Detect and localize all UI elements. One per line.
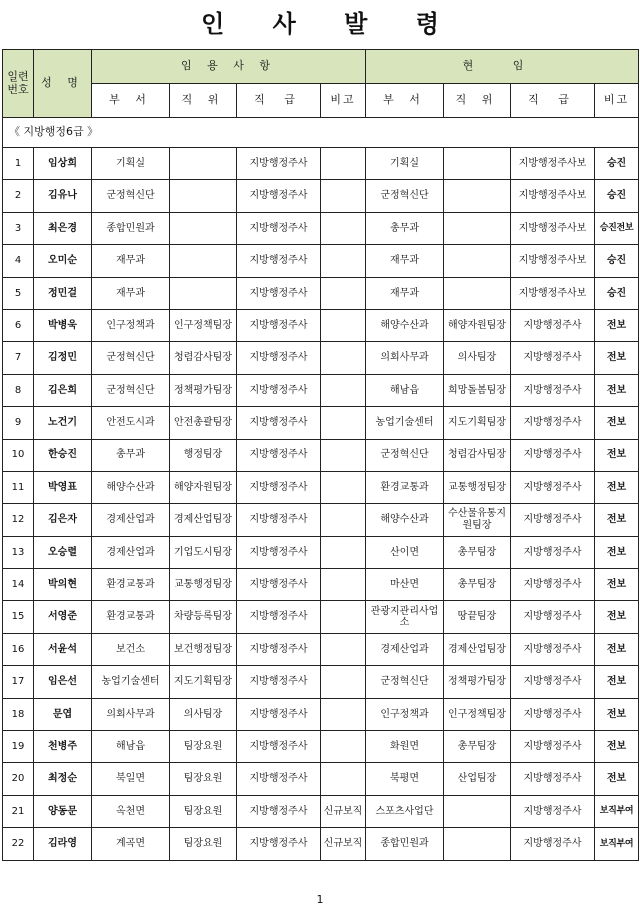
appoint-position-cell <box>170 180 237 212</box>
remark-cell: 전보 <box>595 374 639 406</box>
appoint-grade-cell: 지방행정주사 <box>237 180 321 212</box>
appoint-grade-cell: 지방행정주사 <box>237 795 321 827</box>
current-position-cell: 인구정책팀장 <box>444 698 511 730</box>
header-current-position: 직 위 <box>444 84 511 118</box>
appoint-position-cell: 안전총괄팀장 <box>170 407 237 439</box>
appoint-position-cell <box>170 277 237 309</box>
remark-cell: 보직부여 <box>595 795 639 827</box>
appoint-position-cell: 정책평가팀장 <box>170 374 237 406</box>
appoint-position-cell: 의사팀장 <box>170 698 237 730</box>
remark-cell: 승진 <box>595 277 639 309</box>
appoint-dept-cell: 의회사무과 <box>92 698 170 730</box>
document-title: 인 사 발 령 <box>201 10 459 38</box>
appoint-note-cell <box>321 601 366 633</box>
table-row <box>3 309 639 341</box>
appoint-note-cell <box>321 698 366 730</box>
name-cell: 노건기 <box>34 407 92 439</box>
serial-number-cell: 14 <box>3 569 34 601</box>
current-position-cell <box>444 828 511 860</box>
appoint-dept-cell: 해남읍 <box>92 731 170 763</box>
appoint-dept-cell: 농업기술센터 <box>92 666 170 698</box>
appoint-grade-cell: 지방행정주사 <box>237 633 321 665</box>
appoint-position-cell: 보건행정팀장 <box>170 633 237 665</box>
appoint-grade-cell: 지방행정주사 <box>237 666 321 698</box>
name-cell: 정민걸 <box>34 277 92 309</box>
current-position-cell: 청렴감사팀장 <box>444 439 511 471</box>
current-dept-cell: 총무과 <box>366 212 444 244</box>
appoint-note-cell <box>321 180 366 212</box>
appoint-note-cell <box>321 148 366 180</box>
table-row <box>3 439 639 471</box>
current-grade-cell: 지방행정주사 <box>511 666 595 698</box>
appoint-grade-cell: 지방행정주사 <box>237 212 321 244</box>
appoint-dept-cell: 군정혁신단 <box>92 374 170 406</box>
appoint-note-cell <box>321 277 366 309</box>
current-grade-cell: 지방행정주사 <box>511 504 595 536</box>
appoint-grade-cell: 지방행정주사 <box>237 471 321 503</box>
appoint-dept-cell: 계곡면 <box>92 828 170 860</box>
table-row <box>3 180 639 212</box>
current-dept-cell: 군정혁신단 <box>366 439 444 471</box>
table-row <box>3 569 639 601</box>
appoint-note-cell <box>321 504 366 536</box>
current-dept-cell: 농업기술센터 <box>366 407 444 439</box>
appoint-dept-cell: 경제산업과 <box>92 536 170 568</box>
serial-number-cell: 16 <box>3 633 34 665</box>
appoint-grade-cell: 지방행정주사 <box>237 569 321 601</box>
current-position-cell: 의사팀장 <box>444 342 511 374</box>
name-cell: 박영표 <box>34 471 92 503</box>
header-name: 성 명 <box>34 50 92 118</box>
remark-cell: 전보 <box>595 633 639 665</box>
appoint-dept-cell: 경제산업과 <box>92 504 170 536</box>
table-row <box>3 601 639 633</box>
header-current-group: 현 임 <box>366 50 639 84</box>
current-position-cell <box>444 795 511 827</box>
remark-cell: 전보 <box>595 439 639 471</box>
header-appoint-note: 비고 <box>321 84 366 118</box>
appoint-note-cell <box>321 471 366 503</box>
remark-cell: 전보 <box>595 471 639 503</box>
remark-cell: 전보 <box>595 504 639 536</box>
current-position-cell: 경제산업팀장 <box>444 633 511 665</box>
name-cell: 천병주 <box>34 731 92 763</box>
table-row <box>3 471 639 503</box>
current-position-cell <box>444 245 511 277</box>
remark-cell: 승진 <box>595 245 639 277</box>
table-row <box>3 633 639 665</box>
name-cell: 임상희 <box>34 148 92 180</box>
current-dept-cell: 재무과 <box>366 277 444 309</box>
current-position-cell: 총무팀장 <box>444 731 511 763</box>
current-grade-cell: 지방행정주사 <box>511 795 595 827</box>
name-cell: 양동문 <box>34 795 92 827</box>
header-appoint-dept: 부 서 <box>92 84 170 118</box>
current-position-cell <box>444 212 511 244</box>
table-row <box>3 407 639 439</box>
serial-number-cell: 3 <box>3 212 34 244</box>
remark-cell: 전보 <box>595 763 639 795</box>
serial-number-cell: 6 <box>3 309 34 341</box>
table-row <box>3 277 639 309</box>
appoint-dept-cell: 군정혁신단 <box>92 342 170 374</box>
current-grade-cell: 지방행정주사 <box>511 698 595 730</box>
current-position-cell: 정책평가팀장 <box>444 666 511 698</box>
appoint-note-cell <box>321 731 366 763</box>
current-position-cell: 땅끝팀장 <box>444 601 511 633</box>
current-dept-cell: 북평면 <box>366 763 444 795</box>
appoint-note-cell: 신규보직 <box>321 795 366 827</box>
appoint-position-cell: 해양자원팀장 <box>170 471 237 503</box>
remark-cell: 전보 <box>595 601 639 633</box>
appoint-position-cell: 경제산업팀장 <box>170 504 237 536</box>
name-cell: 최정순 <box>34 763 92 795</box>
name-cell: 임은선 <box>34 666 92 698</box>
table-row <box>3 731 639 763</box>
table-row <box>3 698 639 730</box>
appoint-position-cell: 팀장요원 <box>170 795 237 827</box>
current-grade-cell: 지방행정주사 <box>511 601 595 633</box>
appoint-note-cell: 신규보직 <box>321 828 366 860</box>
serial-number-cell: 10 <box>3 439 34 471</box>
serial-number-cell: 7 <box>3 342 34 374</box>
section-label: 《 지방행정6급 》 <box>3 118 639 148</box>
appoint-dept-cell: 인구정책과 <box>92 309 170 341</box>
name-cell: 김유나 <box>34 180 92 212</box>
appoint-grade-cell: 지방행정주사 <box>237 148 321 180</box>
name-cell: 김은자 <box>34 504 92 536</box>
remark-cell: 보직부여 <box>595 828 639 860</box>
current-dept-cell: 의회사무과 <box>366 342 444 374</box>
appoint-note-cell <box>321 245 366 277</box>
current-grade-cell: 지방행정주사보 <box>511 277 595 309</box>
current-position-cell: 지도기획팀장 <box>444 407 511 439</box>
appoint-position-cell: 팀장요원 <box>170 731 237 763</box>
header-appoint-grade: 직 급 <box>237 84 321 118</box>
current-grade-cell: 지방행정주사 <box>511 374 595 406</box>
serial-number-cell: 8 <box>3 374 34 406</box>
serial-number-cell: 13 <box>3 536 34 568</box>
appoint-dept-cell: 안전도시과 <box>92 407 170 439</box>
serial-number-cell: 20 <box>3 763 34 795</box>
current-dept-cell: 해양수산과 <box>366 504 444 536</box>
table-row <box>3 536 639 568</box>
current-grade-cell: 지방행정주사보 <box>511 245 595 277</box>
table-row <box>3 504 639 536</box>
appoint-grade-cell: 지방행정주사 <box>237 277 321 309</box>
appoint-grade-cell: 지방행정주사 <box>237 245 321 277</box>
appoint-dept-cell: 북일면 <box>92 763 170 795</box>
remark-cell: 전보 <box>595 698 639 730</box>
appoint-note-cell <box>321 633 366 665</box>
current-dept-cell: 해양수산과 <box>366 309 444 341</box>
appoint-position-cell: 청렴감사팀장 <box>170 342 237 374</box>
table-row <box>3 666 639 698</box>
serial-number-cell: 17 <box>3 666 34 698</box>
table-row <box>3 342 639 374</box>
appoint-dept-cell: 보건소 <box>92 633 170 665</box>
header-appoint-position: 직 위 <box>170 84 237 118</box>
name-cell: 김정민 <box>34 342 92 374</box>
appoint-position-cell <box>170 245 237 277</box>
current-dept-cell: 경제산업과 <box>366 633 444 665</box>
current-position-cell: 해양자원팀장 <box>444 309 511 341</box>
appoint-dept-cell: 재무과 <box>92 245 170 277</box>
appoint-grade-cell: 지방행정주사 <box>237 407 321 439</box>
serial-number-cell: 2 <box>3 180 34 212</box>
appoint-grade-cell: 지방행정주사 <box>237 342 321 374</box>
appoint-note-cell <box>321 763 366 795</box>
table-row <box>3 148 639 180</box>
remark-cell: 전보 <box>595 569 639 601</box>
current-position-cell <box>444 277 511 309</box>
appoint-grade-cell: 지방행정주사 <box>237 828 321 860</box>
current-dept-cell: 관광지관리사업소 <box>366 601 444 633</box>
name-cell: 서영준 <box>34 601 92 633</box>
serial-number-cell: 5 <box>3 277 34 309</box>
appoint-position-cell: 기업도시팀장 <box>170 536 237 568</box>
name-cell: 최은경 <box>34 212 92 244</box>
serial-number-cell: 9 <box>3 407 34 439</box>
appoint-grade-cell: 지방행정주사 <box>237 731 321 763</box>
header-appointment-group: 임 용 사 항 <box>92 50 366 84</box>
appoint-note-cell <box>321 569 366 601</box>
current-grade-cell: 지방행정주사 <box>511 828 595 860</box>
appoint-note-cell <box>321 374 366 406</box>
remark-cell: 승진 <box>595 148 639 180</box>
serial-number-cell: 19 <box>3 731 34 763</box>
header-current-dept: 부 서 <box>366 84 444 118</box>
current-position-cell: 총무팀장 <box>444 569 511 601</box>
current-dept-cell: 군정혁신단 <box>366 666 444 698</box>
appoint-dept-cell: 기획실 <box>92 148 170 180</box>
appoint-position-cell: 인구정책팀장 <box>170 309 237 341</box>
appoint-position-cell: 교통행정팀장 <box>170 569 237 601</box>
current-position-cell: 수산물유통지원팀장 <box>444 504 511 536</box>
remark-cell: 전보 <box>595 666 639 698</box>
current-position-cell: 총무팀장 <box>444 536 511 568</box>
header-current-note: 비고 <box>595 84 639 118</box>
appoint-dept-cell: 군정혁신단 <box>92 180 170 212</box>
appoint-note-cell <box>321 407 366 439</box>
appoint-note-cell <box>321 666 366 698</box>
current-dept-cell: 재무과 <box>366 245 444 277</box>
current-grade-cell: 지방행정주사 <box>511 407 595 439</box>
appoint-dept-cell: 총무과 <box>92 439 170 471</box>
current-grade-cell: 지방행정주사 <box>511 569 595 601</box>
remark-cell: 전보 <box>595 342 639 374</box>
appoint-note-cell <box>321 439 366 471</box>
header-current-grade: 직 급 <box>511 84 595 118</box>
appoint-note-cell <box>321 212 366 244</box>
current-grade-cell: 지방행정주사 <box>511 309 595 341</box>
appoint-position-cell: 팀장요원 <box>170 763 237 795</box>
appoint-grade-cell: 지방행정주사 <box>237 504 321 536</box>
appoint-grade-cell: 지방행정주사 <box>237 374 321 406</box>
remark-cell: 전보 <box>595 731 639 763</box>
serial-number-cell: 11 <box>3 471 34 503</box>
name-cell: 김은희 <box>34 374 92 406</box>
appoint-position-cell: 행정팀장 <box>170 439 237 471</box>
page-number: 1 <box>316 893 324 906</box>
name-cell: 김라영 <box>34 828 92 860</box>
appoint-dept-cell: 환경교통과 <box>92 569 170 601</box>
serial-number-cell: 21 <box>3 795 34 827</box>
current-grade-cell: 지방행정주사 <box>511 763 595 795</box>
current-grade-cell: 지방행정주사 <box>511 439 595 471</box>
current-grade-cell: 지방행정주사 <box>511 471 595 503</box>
current-dept-cell: 환경교통과 <box>366 471 444 503</box>
serial-number-cell: 18 <box>3 698 34 730</box>
remark-cell: 전보 <box>595 407 639 439</box>
appoint-dept-cell: 옥천면 <box>92 795 170 827</box>
name-cell: 오승렬 <box>34 536 92 568</box>
appoint-position-cell: 지도기획팀장 <box>170 666 237 698</box>
header-serial-number: 일련번호 <box>3 50 34 118</box>
remark-cell: 승진전보 <box>595 212 639 244</box>
serial-number-cell: 12 <box>3 504 34 536</box>
name-cell: 문엽 <box>34 698 92 730</box>
appoint-note-cell <box>321 536 366 568</box>
current-position-cell: 교통행정팀장 <box>444 471 511 503</box>
serial-number-cell: 15 <box>3 601 34 633</box>
appoint-position-cell: 차량등록팀장 <box>170 601 237 633</box>
remark-cell: 전보 <box>595 309 639 341</box>
appoint-dept-cell: 환경교통과 <box>92 601 170 633</box>
appoint-position-cell <box>170 212 237 244</box>
name-cell: 박병욱 <box>34 309 92 341</box>
appoint-grade-cell: 지방행정주사 <box>237 536 321 568</box>
current-grade-cell: 지방행정주사 <box>511 342 595 374</box>
current-grade-cell: 지방행정주사 <box>511 731 595 763</box>
current-dept-cell: 산이면 <box>366 536 444 568</box>
current-position-cell: 희망돌봄팀장 <box>444 374 511 406</box>
appoint-position-cell <box>170 148 237 180</box>
current-dept-cell: 인구정책과 <box>366 698 444 730</box>
current-dept-cell: 군정혁신단 <box>366 180 444 212</box>
appoint-note-cell <box>321 309 366 341</box>
remark-cell: 전보 <box>595 536 639 568</box>
table-row <box>3 828 639 860</box>
current-dept-cell: 종합민원과 <box>366 828 444 860</box>
current-position-cell <box>444 180 511 212</box>
current-grade-cell: 지방행정주사보 <box>511 148 595 180</box>
appoint-dept-cell: 해양수산과 <box>92 471 170 503</box>
table-row <box>3 763 639 795</box>
name-cell: 서윤석 <box>34 633 92 665</box>
appoint-dept-cell: 종합민원과 <box>92 212 170 244</box>
current-position-cell <box>444 148 511 180</box>
appoint-position-cell: 팀장요원 <box>170 828 237 860</box>
serial-number-cell: 4 <box>3 245 34 277</box>
current-dept-cell: 스포츠사업단 <box>366 795 444 827</box>
current-grade-cell: 지방행정주사 <box>511 633 595 665</box>
table-row <box>3 374 639 406</box>
current-position-cell: 산업팀장 <box>444 763 511 795</box>
appoint-dept-cell: 재무과 <box>92 277 170 309</box>
name-cell: 오미순 <box>34 245 92 277</box>
serial-number-cell: 22 <box>3 828 34 860</box>
name-cell: 박의현 <box>34 569 92 601</box>
personnel-appointment-table <box>2 49 639 861</box>
current-grade-cell: 지방행정주사 <box>511 536 595 568</box>
serial-number-cell: 1 <box>3 148 34 180</box>
current-dept-cell: 마산면 <box>366 569 444 601</box>
appoint-grade-cell: 지방행정주사 <box>237 763 321 795</box>
current-grade-cell: 지방행정주사보 <box>511 180 595 212</box>
table-row <box>3 245 639 277</box>
current-dept-cell: 해남읍 <box>366 374 444 406</box>
current-dept-cell: 화원면 <box>366 731 444 763</box>
table-row <box>3 795 639 827</box>
current-grade-cell: 지방행정주사보 <box>511 212 595 244</box>
appoint-grade-cell: 지방행정주사 <box>237 601 321 633</box>
current-dept-cell: 기획실 <box>366 148 444 180</box>
appoint-grade-cell: 지방행정주사 <box>237 698 321 730</box>
appoint-note-cell <box>321 342 366 374</box>
appoint-grade-cell: 지방행정주사 <box>237 439 321 471</box>
appoint-grade-cell: 지방행정주사 <box>237 309 321 341</box>
table-row <box>3 212 639 244</box>
remark-cell: 승진 <box>595 180 639 212</box>
name-cell: 한승진 <box>34 439 92 471</box>
